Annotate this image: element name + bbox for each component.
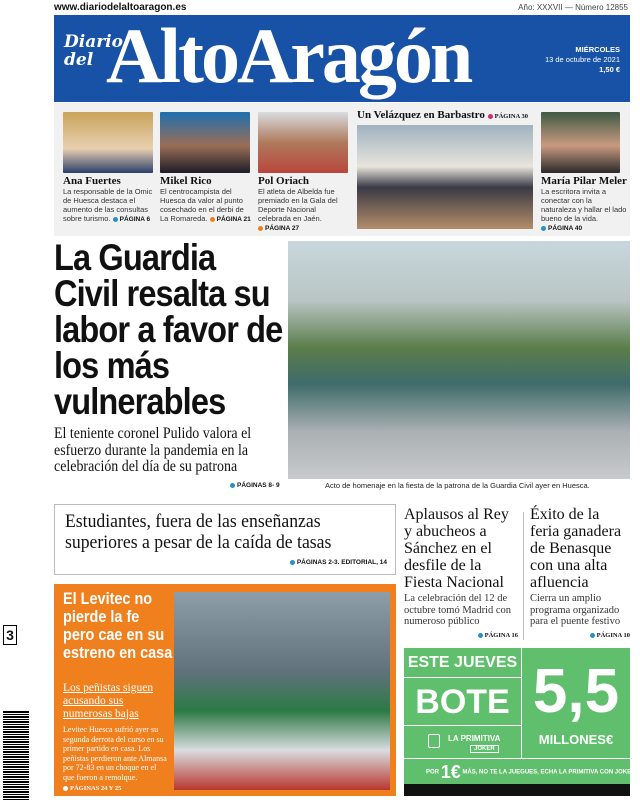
brief-ana-fuertes[interactable] xyxy=(63,175,155,224)
page-ref: PÁGINAS 24 Y 25 xyxy=(70,784,122,792)
primitiva-icon xyxy=(428,734,440,748)
students-headline: Estudiantes, fuera de las enseñanzas superiores a pesar de la caída de tasas xyxy=(65,511,332,553)
photo-guardia-civil xyxy=(288,241,630,479)
page-ref: PÁGINAS 2-3. EDITORIAL, 14 xyxy=(296,559,387,566)
rey-page xyxy=(478,632,518,639)
lead-subhead: El teniente coronel Pulido valora el esfuerzo durante la pandemia en la celebración del día de su patrona xyxy=(54,425,252,475)
levitec-story[interactable] xyxy=(54,584,396,796)
velazquez-title[interactable] xyxy=(357,109,528,121)
lotto-line2: BOTE xyxy=(404,678,522,726)
lotto-unit: MILLONES€ xyxy=(538,732,614,747)
levitec-headline: El Levitec no pierde la fe pero cae en su estreno en casa xyxy=(63,589,173,662)
benasque-story[interactable] xyxy=(530,506,630,644)
levitec-text: Levitec Huesca sufrió ayer su segunda derrota del curso en su primer partido en casa. Los peñistas perdieron ante Almansa por 72-83 en un choque en el que fueron a remolque. xyxy=(63,725,167,782)
students-story[interactable] xyxy=(54,504,396,575)
lotto-joker: JOKER xyxy=(470,745,499,753)
section-number: 3 xyxy=(3,625,17,645)
page-ref: PÁGINA 30 xyxy=(494,113,528,120)
brief-name: Ana Fuertes xyxy=(63,175,121,187)
brief-text: El atleta de Albelda fue premiado en la Gala del Deporte Nacional celebrada en Jaén. xyxy=(258,187,338,223)
levitec-subhead: Los peñistas siguen acusando sus numerosas bajas xyxy=(63,682,154,720)
page-ref: PÁGINAS 8- 9 xyxy=(237,482,280,489)
students-pages xyxy=(290,559,387,566)
issue-number: Año: XXXVII — Número 12855 xyxy=(518,3,628,12)
velazquez-headline: Un Velázquez en Barbastro xyxy=(357,109,485,121)
brief-pol-oriach[interactable] xyxy=(258,175,350,233)
date: 13 de octubre de 2021 xyxy=(544,55,620,64)
site-url[interactable]: www.diariodelaltoaragon.es xyxy=(54,2,187,13)
lotto-promo-text: MÁS, NO TE LA JUEGUES, ECHA LA PRIMITIVA CON JOKER xyxy=(462,769,636,776)
photo-basketball xyxy=(174,592,390,790)
benasque-page xyxy=(590,632,630,639)
photo-ana-fuertes xyxy=(63,112,153,173)
brief-name: Mikel Rico xyxy=(160,175,212,187)
lotto-promo xyxy=(404,758,636,784)
photo-mikel-rico xyxy=(160,112,250,173)
barcode xyxy=(3,710,29,800)
photo-caption: Acto de homenaje en la fiesta de la patrona de la Guardia Civil ayer en Huesca. xyxy=(325,481,590,490)
page-ref: PÁGINA 21 xyxy=(216,216,251,223)
benasque-subhead: Cierra un amplio programa organizado para el puente festivo xyxy=(530,593,621,627)
column-divider xyxy=(523,512,524,640)
dot-icon xyxy=(478,633,483,638)
page-ref: PÁGINA 16 xyxy=(484,632,518,639)
masthead-date xyxy=(545,45,620,75)
photo-velazquez xyxy=(357,125,533,229)
brief-name: Pol Oriach xyxy=(258,175,310,187)
rey-headline: Aplausos al Rey y abucheos a Sánchez en el desfile de la Fiesta Nacional xyxy=(404,506,509,591)
brief-maria-pilar-meler[interactable] xyxy=(541,175,627,233)
levitec-body xyxy=(63,725,169,793)
page-ref: PÁGINA 40 xyxy=(548,225,583,232)
lotto-amount: 5,5 xyxy=(532,657,620,726)
weekday: MIÉRCOLES xyxy=(575,45,620,54)
page-ref: PÁGINA 27 xyxy=(265,225,300,232)
rey-story[interactable] xyxy=(404,506,518,644)
masthead-logo: AltoAragón xyxy=(106,12,471,99)
lotto-footer-bar xyxy=(404,784,630,796)
briefs-strip xyxy=(54,103,630,236)
brief-mikel-rico[interactable] xyxy=(160,175,252,224)
lead-headline[interactable]: La Guardia Civil resalta su labor a favor de los más vulnerables xyxy=(54,237,283,422)
dot-icon xyxy=(63,786,68,791)
dot-icon xyxy=(230,483,235,488)
lottery-ad[interactable] xyxy=(404,648,636,796)
dot-icon xyxy=(290,560,295,565)
dot-icon xyxy=(210,217,215,222)
dot-icon xyxy=(590,633,595,638)
masthead-prefix: Diario del xyxy=(64,32,123,70)
brief-text: La escritora invita a conectar con la naturaleza y hallar el lado bueno de la vida. xyxy=(541,187,627,223)
dot-icon xyxy=(488,114,493,119)
page-ref: PÁGINA 6 xyxy=(119,216,151,223)
lotto-por: POR xyxy=(426,769,440,776)
benasque-headline: Éxito de la feria ganadera de Benasque con una alta afluencia xyxy=(530,506,622,591)
brief-text: La responsable de la Omic de Huesca destaca el aumento de las consultas sobre turismo. xyxy=(63,187,153,223)
brief-name: María Pilar Meler xyxy=(541,175,627,187)
photo-maria-pilar-meler xyxy=(541,112,620,173)
lotto-brand: LA PRIMITIVA xyxy=(448,734,501,743)
dot-icon xyxy=(258,226,263,231)
lead-pages xyxy=(230,482,280,489)
page-ref: PÁGINA 10 xyxy=(596,632,630,639)
dot-icon xyxy=(113,217,118,222)
price: 1,50 € xyxy=(599,65,620,74)
masthead xyxy=(54,12,630,102)
lotto-line1: ESTE JUEVES xyxy=(404,648,522,678)
lotto-brand-box xyxy=(404,726,522,758)
rey-subhead: La celebración del 12 de octubre tomó Madrid con numeroso público xyxy=(404,593,512,627)
dot-icon xyxy=(541,226,546,231)
brief-text: El centrocampista del Huesca da valor al punto cosechado en el derbi de La Romareda. xyxy=(160,187,244,223)
lotto-euro: 1€ xyxy=(440,762,461,782)
photo-pol-oriach xyxy=(258,112,348,173)
